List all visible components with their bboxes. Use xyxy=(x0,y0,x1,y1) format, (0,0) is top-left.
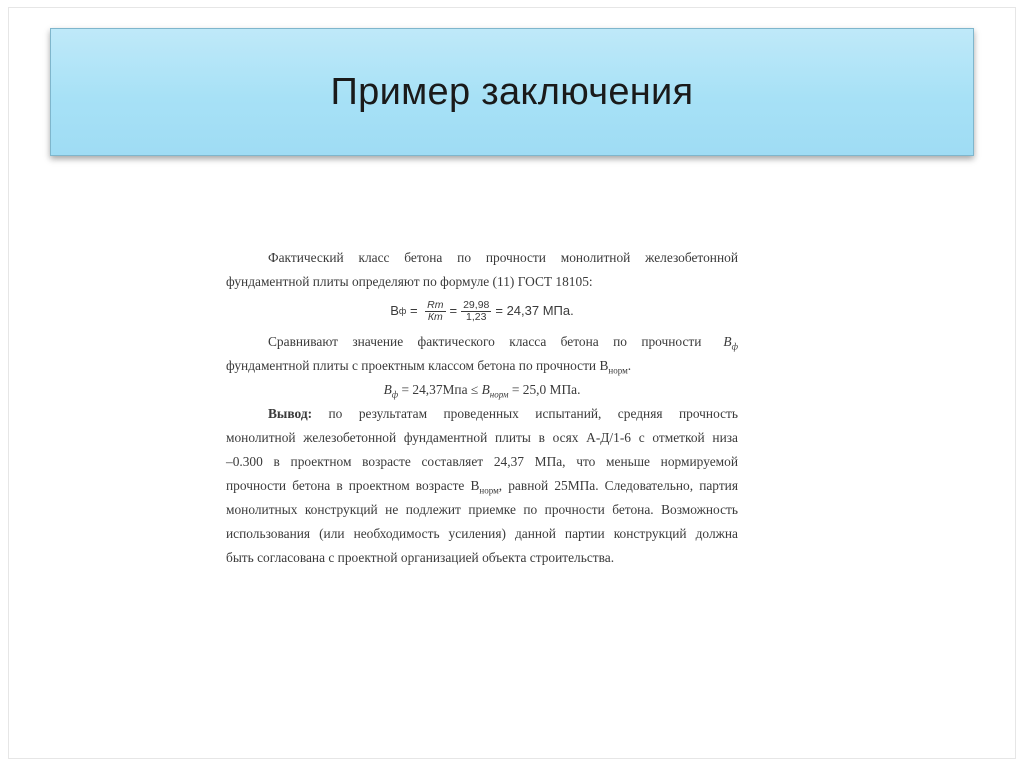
paragraph-2-line-2: фундаментной плиты с проектным классом бетона по прочности $В_{норм}$. xyxy=(226,358,632,376)
paragraph-3-line-3: –0.300 в проектном возрасте составляет 24,37 МПа, что меньше нормируемой xyxy=(226,454,738,469)
title-banner xyxy=(50,28,974,156)
paragraph-3-line-7: быть согласована с проектной организацией объекта строительства. xyxy=(226,550,615,565)
slide-title: Пример заключения xyxy=(330,70,694,113)
paragraph-3-line-2: монолитной железобетонной фундаментной плиты в осях А-Д/1-6 с отметкой низа xyxy=(226,430,738,445)
fraction-values: $\frac{29,98}{1,23}$ xyxy=(463,298,490,323)
fraction-rm-kt: $\frac{Rm}{Кт}$ xyxy=(427,298,444,323)
paragraph-2-line-1: Сравнивают значение фактического класса бетона по прочности $В_ф$ xyxy=(268,334,738,352)
paragraph-3-line-4: прочности бетона в проектном возрасте $В_{норм}$, равной 25МПа. Следовательно, партия xyxy=(226,478,738,496)
paragraph-3-line-6: использования (или необходимость усиления) данной партии конструкций должна xyxy=(226,526,738,541)
paragraph-3-line-1: Вывод: по результатам проведенных испытаний, средняя прочность xyxy=(268,406,738,421)
paragraph-3-line-5: монолитных конструкций не подлежит приемке по прочности бетона. Возможность xyxy=(226,502,738,517)
formula-class-calculation: В ф = $\frac{Rm}{Кт}$ = $\frac{29,98}{1,23}$ = 24,37 МПа. xyxy=(390,298,574,323)
paragraph-1-line-1: Фактический класс бетона по прочности монолитной железобетонной xyxy=(268,250,738,265)
paragraph-1-line-2: фундаментной плиты определяют по формуле (11) ГОСТ 18105: xyxy=(226,274,593,289)
document-image xyxy=(226,246,738,570)
formula-comparison: $В_ф = 24,37Мпа \le В_{норм} = 25,0$ МПа. xyxy=(383,382,581,400)
